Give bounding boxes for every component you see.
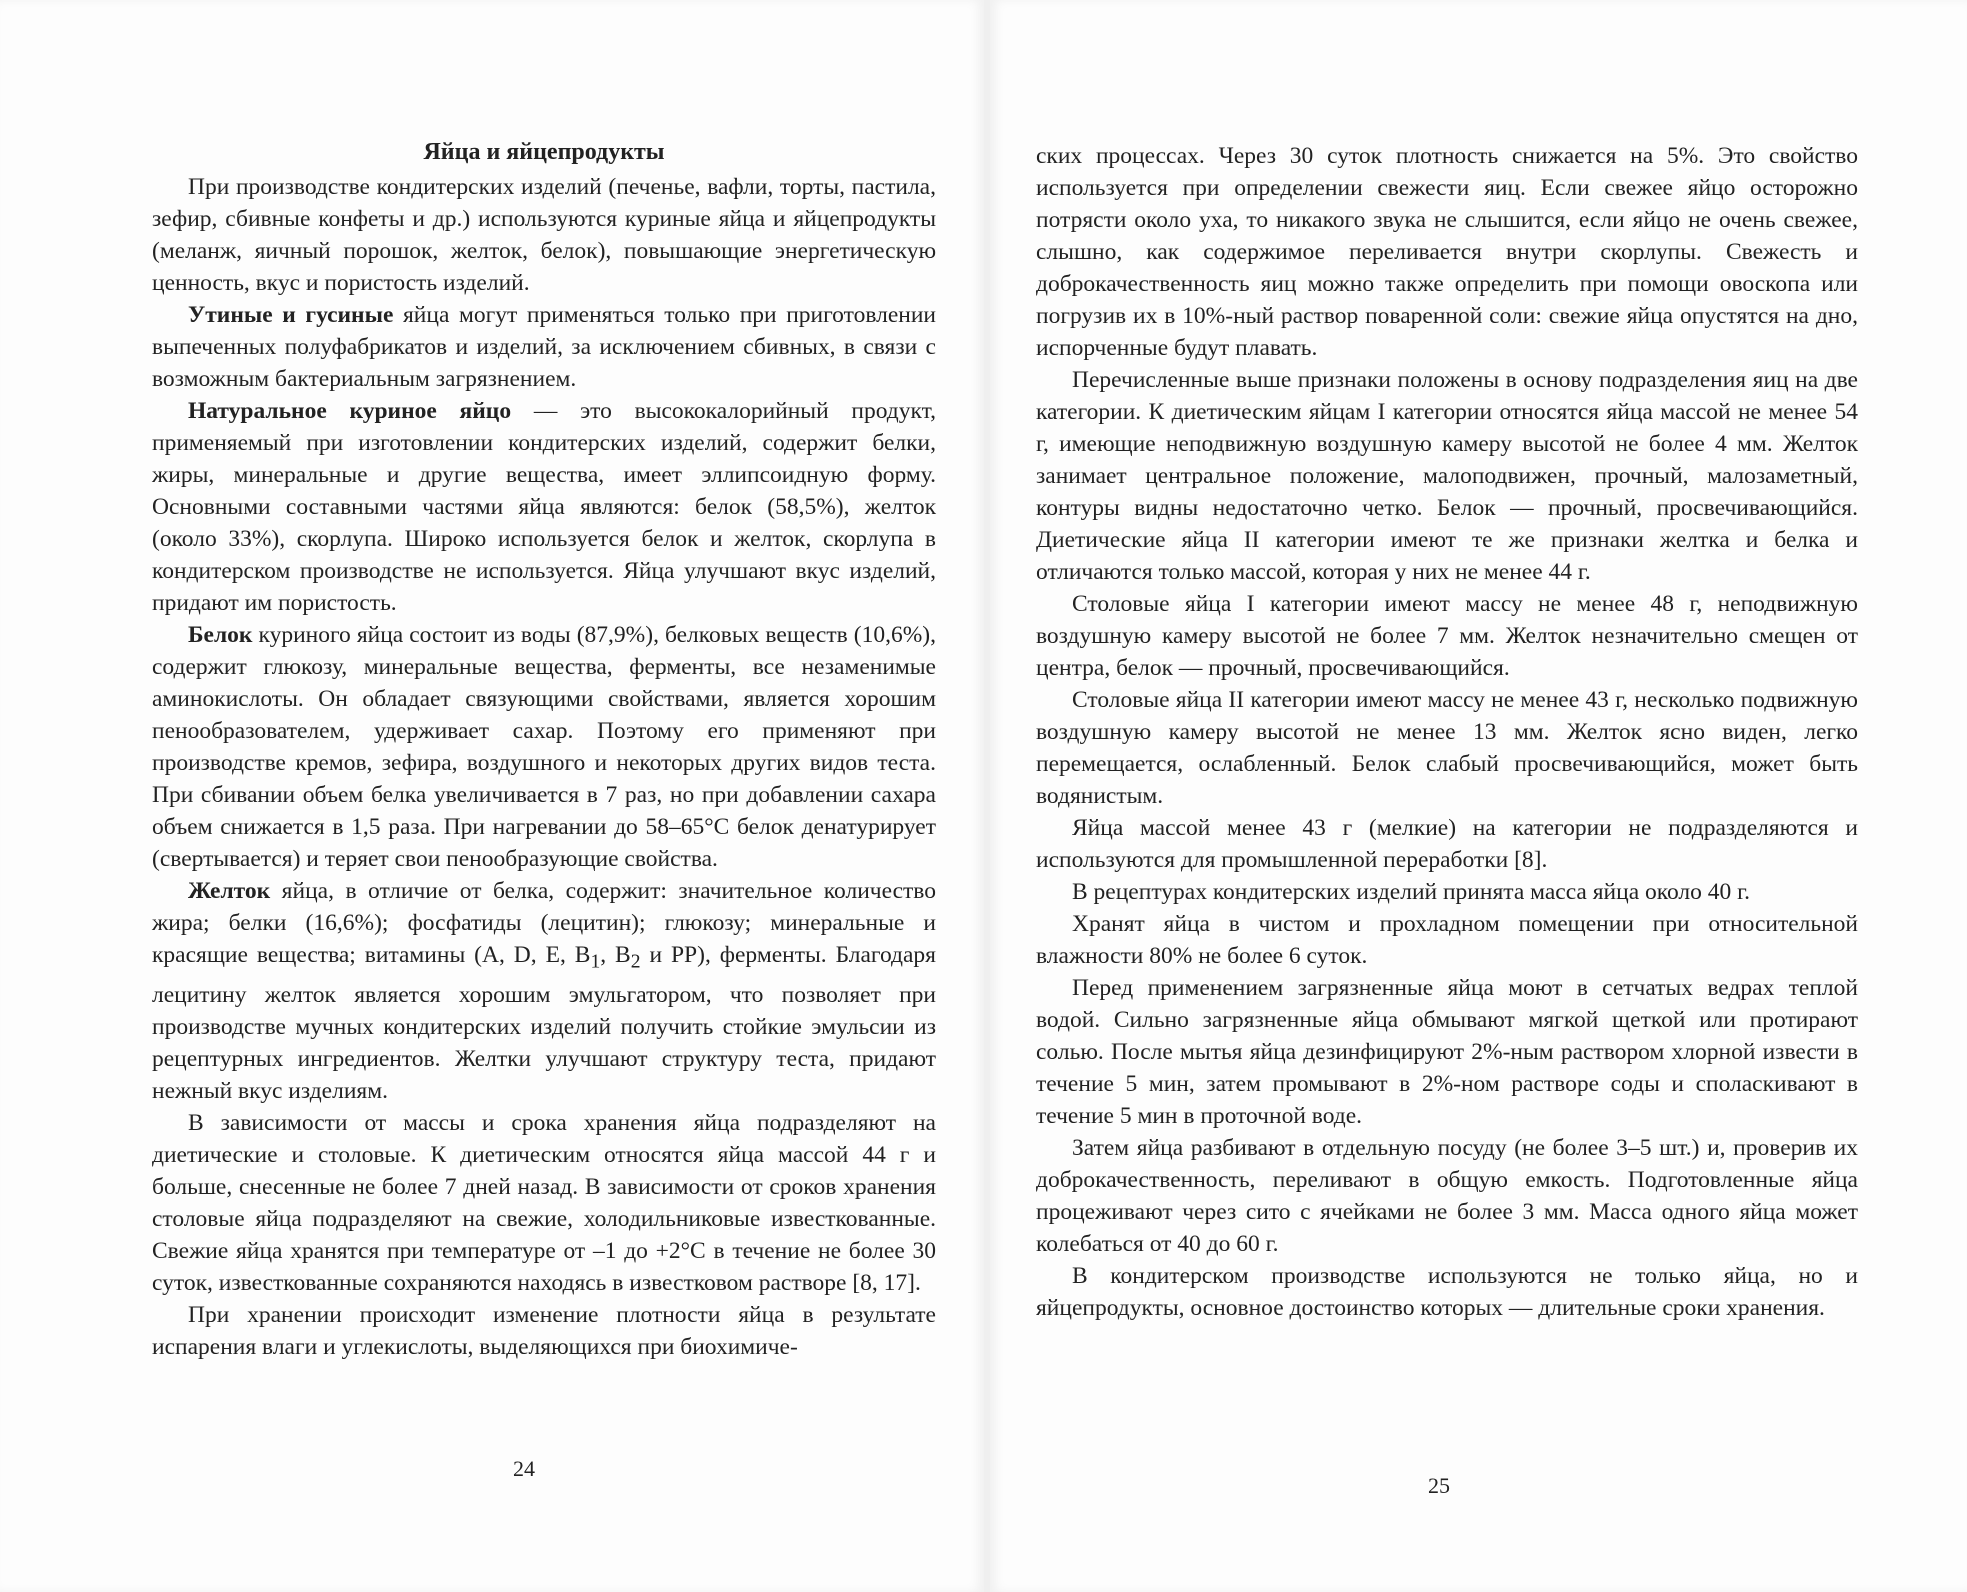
paragraph xyxy=(152,875,936,1107)
paragraph: Перед применением загрязненные яйца моют в сетчатых ведрах теплой водой. Сильно загрязненные яйца обмывают мягкой щеткой или протирают солью. После мытья яйца дезинфицируют 2%-ным раствором хлорной извести в течение 5 мин, затем промывают в 2%-ном растворе соды и споласкивают в течение 5 мин в проточной воде. xyxy=(1036,975,1858,1129)
paragraph: Столовые яйца I категории имеют массу не менее 48 г, неподвижную воздушную камеру высотой не более 7 мм. Желток незначительно смещен от центра, белок — прочный, просвечивающийся. xyxy=(1036,591,1858,681)
paragraph-text: яйца, в отличие от белка, содержит: значительное количество жира; белки (16,6%); фосфатиды (лецитин); глюкозу; минеральные и красящие вещества; витамины (А, D, Е, B xyxy=(152,878,936,968)
paragraph xyxy=(152,299,936,395)
paragraph: В кондитерском производстве используются не только яйца, но и яйцепродукты, основное достоинство которых — длительные сроки хранения. xyxy=(1036,1263,1858,1321)
paragraph: Перечисленные выше признаки положены в основу подразделения яиц на две категории. К диетическим яйцам I категории относятся яйца массой не менее 54 г, имеющие неподвижную воздушную камеру высотой не более 4 мм. Желток занимает центральное положение, малоподвижен, прочный, малозаметный, контуры видны недостаточно четко. Белок — прочный, просвечивающийся. Диетические яйца II категории имеют те же признаки желтка и белка и отличаются только массой, которая у них не менее 44 г. xyxy=(1036,367,1858,585)
left-page-text-column xyxy=(152,136,936,1363)
right-page-text-column xyxy=(1036,140,1858,1324)
paragraph: Затем яйца разбивают в отдельную посуду (не более 3–5 шт.) и, проверив их доброкачественность, переливают в общую емкость. Подготовленные яйца процеживают через сито с ячейками не более 3 мм. Масса одного яйца может колебаться от 40 до 60 г. xyxy=(1036,1135,1858,1257)
paragraph-text: куриного яйца состоит из воды (87,9%), белковых веществ (10,6%), содержит глюкозу, минеральные вещества, ферменты, все незаменимые аминокислоты. Он обладает связующими свойствами, является хорошим пенообразователем, удерживает сахар. Поэтому его применяют при производстве кремов, зефира, воздушного и некоторых других видов теста. При сбивании объем белка увеличивается в 7 раз, но при добавлении сахара объем снижается в 1,5 раза. При нагревании до 58–65°С белок денатурирует (свертывается) и теряет свои пенообразующие свойства. xyxy=(152,622,936,872)
subscript: 1 xyxy=(590,951,601,973)
bold-term: Желток xyxy=(188,878,271,904)
paragraph: В рецептурах кондитерских изделий принята масса яйца около 40 г. xyxy=(1072,879,1751,905)
paragraph xyxy=(152,619,936,875)
bold-term: Утиные и гусиные xyxy=(188,302,394,328)
paragraph-text: яйца могут применяться только при приготовлении выпеченных полуфабрикатов и изделий, за исключением сбивных, в связи с возможным бактериальным загрязнением. xyxy=(152,302,936,392)
bold-term: Натуральное куриное яйцо xyxy=(188,398,512,424)
paragraph: Яйца массой менее 43 г (мелкие) на категории не подразделяются и используются для промышленной переработки [8]. xyxy=(1036,815,1858,873)
page-number: 25 xyxy=(1428,1473,1450,1498)
paragraph xyxy=(152,395,936,619)
paragraph: В зависимости от массы и срока хранения яйца подразделяют на диетические и столовые. К диетическим относятся яйца массой 44 г и больше, снесенные не более 7 дней назад. В зависимости от сроков хранения столовые яйца подразделяют на свежие, холодильниковые известкованные. Свежие яйца хранятся при температуре от –1 до +2°С в течение не более 30 суток, известкованные сохраняются находясь в известковом растворе [8, 17]. xyxy=(152,1109,936,1296)
paragraph: ских процессах. Через 30 суток плотность снижается на 5%. Это свойство используется при определении свежести яиц. Если свежее яйцо осторожно потрясти около уха, то никакого звука не слышится, если яйцо не очень свежее, слышно, как содержимое переливается внутри скорлупы. Свежесть и доброкачественность яиц можно также определить при помощи овоскопа или погрузив их в 10%-ный раствор поваренной соли: свежие яйца опустятся на дно, испорченные будут плавать. xyxy=(1036,143,1858,361)
paragraph: При хранении происходит изменение плотности яйца в результате испарения влаги и углекислоты, выделяющихся при биохимиче- xyxy=(152,1301,936,1360)
paragraph: При производстве кондитерских изделий (печенье, вафли, торты, пастила, зефир, сбивные конфеты и др.) используются куриные яйца и яйцепродукты (меланж, яичный порошок, желток, белок), повышающие энергетическую ценность, вкус и пористость изделий. xyxy=(152,174,936,296)
right-page xyxy=(990,0,1967,1592)
paragraph-text: , B xyxy=(600,942,631,968)
subscript: 2 xyxy=(630,951,641,973)
bold-term: Белок xyxy=(188,622,253,648)
section-title: Яйца и яйцепродукты xyxy=(423,139,665,165)
paragraph: Столовые яйца II категории имеют массу не менее 43 г, несколько подвижную воздушную камеру высотой не менее 13 мм. Желток ясно виден, легко перемещается, ослабленный. Белок слабый просвечивающийся, может быть водянистым. xyxy=(1036,687,1858,809)
paragraph: Хранят яйца в чистом и прохладном помещении при относительной влажности 80% не более 6 суток. xyxy=(1036,911,1858,969)
page-number: 24 xyxy=(513,1456,535,1481)
paragraph-text: — это высококалорийный продукт, применяемый при изготовлении кондитерских изделий, содержит белки, жиры, минеральные и другие вещества, имеет эллипсоидную форму. Основными составными частями яйца являются: белок (58,5%), желток (около 33%), скорлупа. Широко используется белок и желток, скорлупа в кондитерском производстве не используется. Яйца улучшают вкус изделий, придают им пористость. xyxy=(152,398,936,616)
paragraph-text: и РР), ферменты. Благодаря лецитину желток является хорошим эмульгатором, что позволяет при производстве мучных кондитерских изделий получить стойкие эмульсии из рецептурных ингредиентов. Желтки улучшают структуру теста, придают нежный вкус изделиям. xyxy=(152,942,936,1104)
